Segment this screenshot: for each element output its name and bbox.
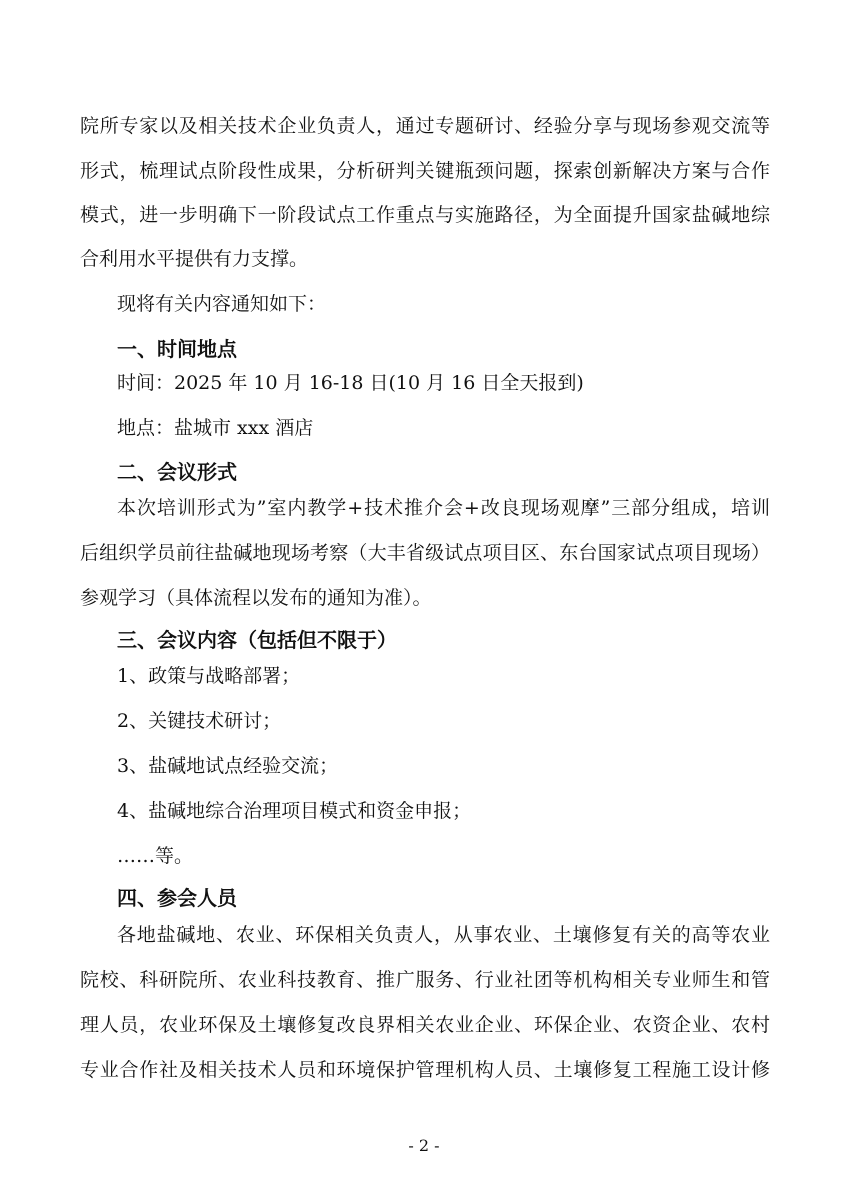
section4-line-2: 院校、科研院所、农业科技教育、推广服务、行业社团等机构相关专业师生和管 — [80, 969, 770, 991]
section1-place: 地点：盐城市 xxx 酒店 — [117, 417, 314, 439]
section2-line-2: 后组织学员前往盐碱地现场考察（大丰省级试点项目区、东台国家试点项目现场） — [80, 542, 770, 564]
section3-item-4: 4、盐碱地综合治理项目模式和资金申报； — [117, 800, 472, 822]
section3-item-5: ……等。 — [117, 845, 194, 867]
section3-item-1: 1、政策与战略部署； — [117, 665, 301, 687]
notice-line: 现将有关内容通知如下： — [117, 293, 327, 315]
section4-line-3: 理人员，农业环保及土壤修复改良界相关农业企业、环保企业、农资企业、农村 — [80, 1014, 770, 1036]
intro-line-1: 院所专家以及相关技术企业负责人，通过专题研讨、经验分享与现场参观交流等 — [80, 115, 770, 137]
section4-line-4: 专业合作社及相关技术人员和环境保护管理机构人员、土壤修复工程施工设计修 — [80, 1059, 770, 1081]
section3-item-2: 2、关键技术研讨； — [117, 710, 282, 732]
section3-item-3: 3、盐碱地试点经验交流； — [117, 755, 339, 777]
section2-heading: 二、会议形式 — [117, 460, 237, 484]
intro-line-3: 模式，进一步明确下一阶段试点工作重点与实施路径，为全面提升国家盐碱地综 — [80, 204, 770, 226]
section1-time: 时间：2025 年 10 月 16-18 日(10 月 16 日全天报到) — [117, 372, 584, 394]
intro-line-2: 形式，梳理试点阶段性成果，分析研判关键瓶颈问题，探索创新解决方案与合作 — [80, 160, 770, 182]
section4-heading: 四、参会人员 — [117, 886, 237, 910]
page-number: - 2 - — [408, 1136, 440, 1155]
intro-line-4: 合利用水平提供有力支撑。 — [80, 248, 309, 270]
section2-line-1: 本次培训形式为”室内教学+技术推介会+改良现场观摩”三部分组成，培训 — [117, 497, 770, 519]
section3-heading: 三、会议内容（包括但不限于） — [117, 628, 397, 652]
section1-heading: 一、时间地点 — [117, 337, 237, 361]
section4-line-1: 各地盐碱地、农业、环保相关负责人，从事农业、土壤修复有关的高等农业 — [117, 924, 770, 946]
section2-line-3: 参观学习（具体流程以发布的通知为准）。 — [80, 587, 432, 609]
